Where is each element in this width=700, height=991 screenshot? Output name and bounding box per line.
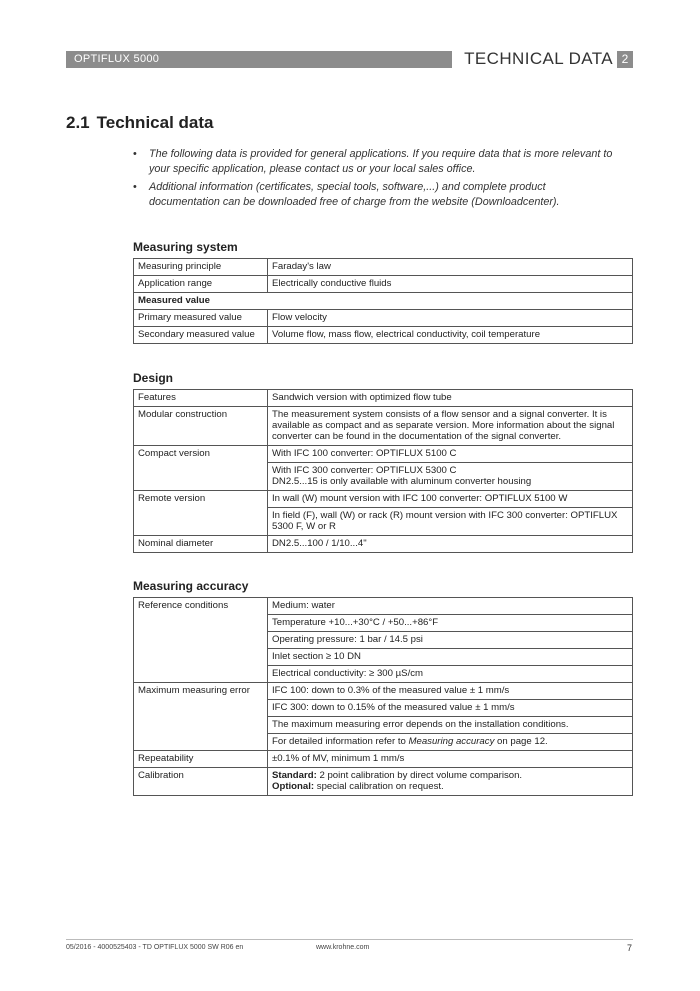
table-row	[134, 598, 633, 615]
section-heading	[66, 113, 213, 133]
row-value: DN2.5...100 / 1/10...4"	[268, 536, 633, 553]
bullet-item: • Additional information (certificates, special tools, software,...) and complete product documentation can be downloaded free of charge from the website (Downloadcenter).	[133, 180, 613, 210]
row-value: Volume flow, mass flow, electrical conductivity, coil temperature	[268, 327, 633, 344]
row-value: Medium: water	[268, 598, 633, 615]
table-row	[134, 327, 633, 344]
table-row	[134, 259, 633, 276]
row-label: Compact version	[134, 446, 268, 491]
row-value: The measurement system consists of a flow sensor and a signal converter. It is available as compact and as separate version. More information about the signal converter can be found in the documentation of the signal converter.	[268, 407, 633, 446]
measuring-system-heading: Measuring system	[133, 240, 238, 254]
table-row	[134, 407, 633, 446]
row-value: Inlet section ≥ 10 DN	[268, 649, 633, 666]
row-value: Sandwich version with optimized flow tube	[268, 390, 633, 407]
row-value	[268, 734, 633, 751]
product-name: OPTIFLUX 5000	[66, 51, 452, 68]
table-row	[134, 768, 633, 796]
row-value: IFC 100: down to 0.3% of the measured value ± 1 mm/s	[268, 683, 633, 700]
row-value: Flow velocity	[268, 310, 633, 327]
row-value: Operating pressure: 1 bar / 14.5 psi	[268, 632, 633, 649]
value-line: With IFC 300 converter: OPTIFLUX 5300 C	[272, 465, 457, 476]
measuring-accuracy-link[interactable]: Measuring accuracy	[408, 736, 495, 747]
row-label: Secondary measured value	[134, 327, 268, 344]
row-value	[268, 463, 633, 491]
value-line: DN2.5...15 is only available with aluminum converter housing	[272, 476, 532, 487]
row-value: IFC 300: down to 0.15% of the measured value ± 1 mm/s	[268, 700, 633, 717]
bullet-item: • The following data is provided for general applications. If you require data that is more relevant to your specific application, please contact us or your local sales office.	[133, 147, 613, 177]
row-value: Faraday's law	[268, 259, 633, 276]
footer-doc-ref: 05/2016 - 4000525403 - TD OPTIFLUX 5000 SW R06 en	[66, 944, 244, 951]
standard-value: 2 point calibration by direct volume comparison.	[316, 770, 523, 781]
row-value: In field (F), wall (W) or rack (R) mount version with IFC 300 converter: OPTIFLUX 5300 F, W or R	[268, 508, 633, 536]
page-header	[66, 51, 633, 68]
table-row	[134, 536, 633, 553]
optional-label: Optional:	[272, 781, 315, 792]
row-label: Remote version	[134, 491, 268, 536]
calibration-standard	[272, 770, 628, 781]
row-label: Primary measured value	[134, 310, 268, 327]
row-value: With IFC 100 converter: OPTIFLUX 5100 C	[268, 446, 633, 463]
row-label: Calibration	[134, 768, 268, 796]
row-label: Measuring principle	[134, 259, 268, 276]
row-label: Maximum measuring error	[134, 683, 268, 751]
design-table	[133, 389, 633, 553]
table-row	[134, 276, 633, 293]
optional-value: special calibration on request.	[314, 781, 444, 792]
footer-website[interactable]: www.krohne.com	[316, 944, 370, 951]
section-number: 2.1	[66, 113, 90, 132]
calibration-optional	[272, 781, 628, 792]
intro-bullets	[133, 147, 613, 213]
row-label: Features	[134, 390, 268, 407]
row-value: Electrically conductive fluids	[268, 276, 633, 293]
table-row	[134, 446, 633, 463]
row-value: The maximum measuring error depends on the installation conditions.	[268, 717, 633, 734]
row-label: Modular construction	[134, 407, 268, 446]
table-row	[134, 491, 633, 508]
table-row	[134, 390, 633, 407]
row-label: Application range	[134, 276, 268, 293]
accuracy-heading: Measuring accuracy	[133, 579, 249, 593]
row-value: Electrical conductivity: ≥ 300 µS/cm	[268, 666, 633, 683]
section-title: Technical data	[96, 113, 214, 132]
standard-label: Standard:	[272, 770, 317, 781]
accuracy-table	[133, 597, 633, 796]
table-row	[134, 683, 633, 700]
footer-divider	[66, 939, 633, 940]
table-row	[134, 751, 633, 768]
chapter-title: TECHNICAL DATA	[464, 49, 613, 68]
detail-prefix: For detailed information refer to	[272, 736, 409, 747]
detail-suffix: on page 12.	[494, 736, 548, 747]
subheader: Measured value	[134, 293, 633, 310]
measuring-system-table	[133, 258, 633, 344]
table-subheader-row	[134, 293, 633, 310]
table-row	[134, 310, 633, 327]
row-value: In wall (W) mount version with IFC 100 converter: OPTIFLUX 5100 W	[268, 491, 633, 508]
page-number: 7	[626, 943, 632, 953]
row-label: Nominal diameter	[134, 536, 268, 553]
row-label: Repeatability	[134, 751, 268, 768]
chapter-number: 2	[617, 51, 633, 68]
row-value: Temperature +10...+30°C / +50...+86°F	[268, 615, 633, 632]
row-label: Reference conditions	[134, 598, 268, 683]
row-value	[268, 768, 633, 796]
row-value: ±0.1% of MV, minimum 1 mm/s	[268, 751, 633, 768]
design-heading: Design	[133, 371, 174, 385]
